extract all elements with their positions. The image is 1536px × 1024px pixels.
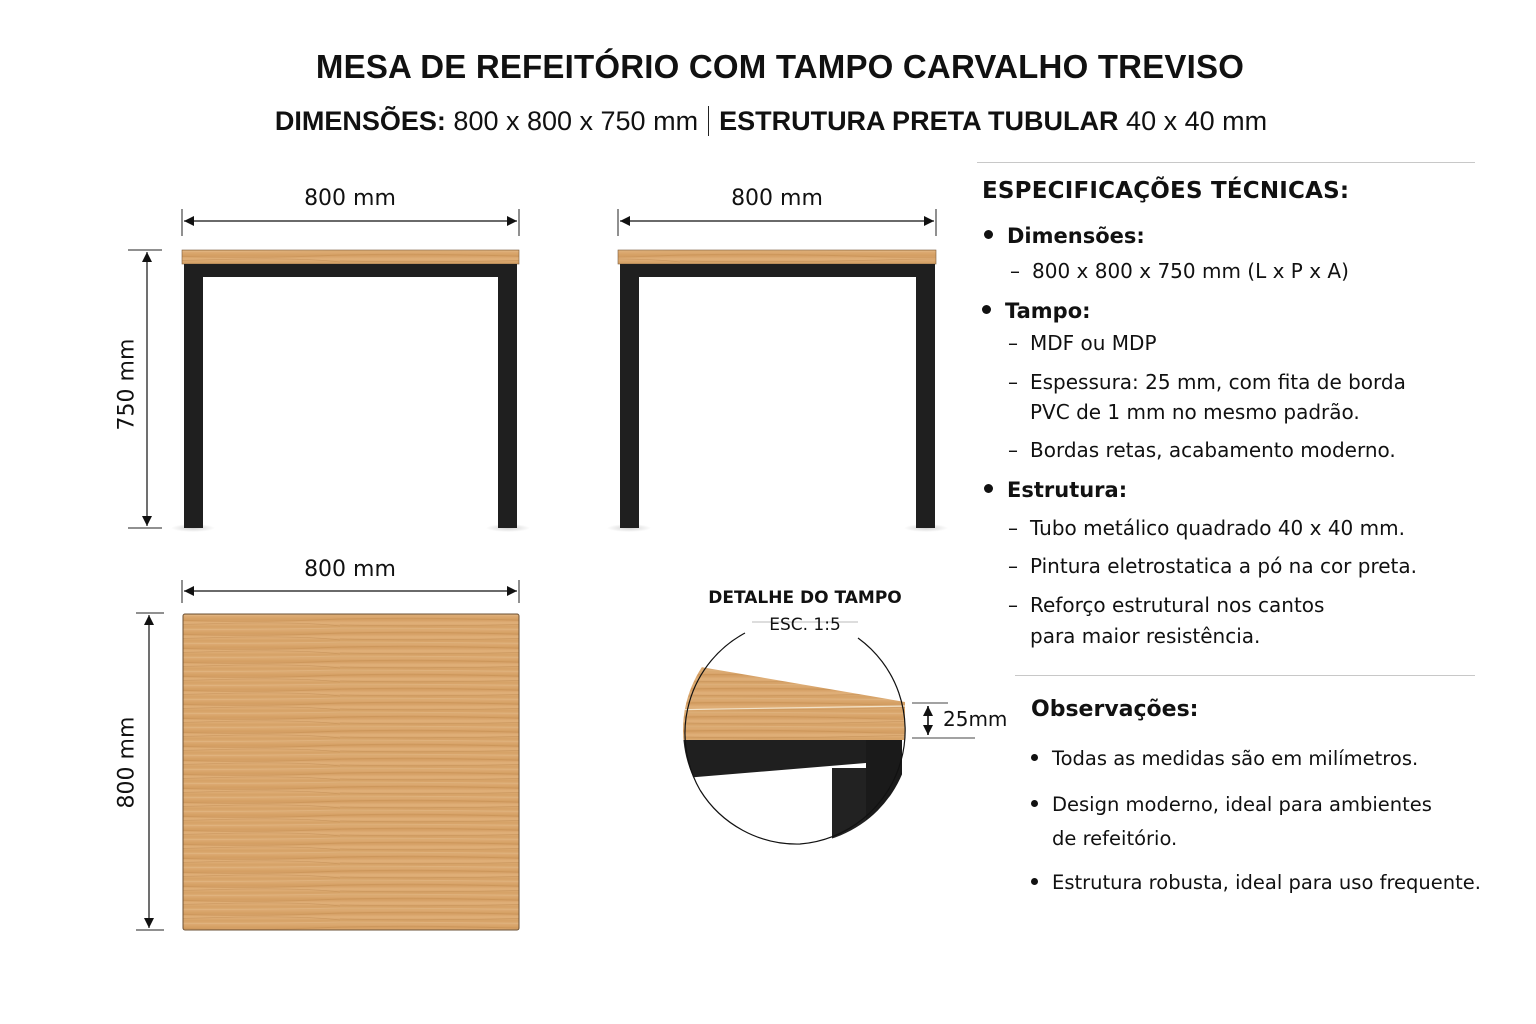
observation-item: Design moderno, ideal para ambientes xyxy=(1031,793,1432,816)
dimensions-value: 800 x 800 x 750 mm xyxy=(445,106,699,136)
front-view xyxy=(128,209,530,532)
page-title: MESA DE REFEITÓRIO COM TAMPO CARVALHO TREVISO xyxy=(315,48,1245,85)
divider-top xyxy=(977,162,1475,163)
bullet-icon xyxy=(984,230,993,239)
divider-observations xyxy=(1015,675,1475,676)
bullet-icon xyxy=(984,484,993,493)
detail-title: DETALHE DO TAMPO xyxy=(708,588,902,608)
spec-group-estrutura: Estrutura: xyxy=(984,478,1127,502)
structure-value: 40 x 40 mm xyxy=(1118,106,1268,136)
front-width-label: 800 mm xyxy=(304,186,396,211)
dimensions-label: DIMENSÕES: xyxy=(274,106,446,136)
observation-item: Estrutura robusta, ideal para uso frequente. xyxy=(1031,871,1481,894)
bullet-icon xyxy=(1031,878,1038,885)
structure-label: ESTRUTURA PRETA TUBULAR xyxy=(719,106,1119,136)
spec-line-continued: PVC de 1 mm no mesmo padrão. xyxy=(1030,400,1360,424)
side-width-label: 800 mm xyxy=(731,186,823,211)
bullet-icon xyxy=(982,305,991,314)
spec-line: – MDF ou MDP xyxy=(1008,331,1157,355)
technical-specs xyxy=(982,178,1522,204)
side-view xyxy=(607,209,948,532)
tabletop-detail xyxy=(660,622,975,868)
specs-heading: ESPECIFICAÇÕES TÉCNICAS: xyxy=(982,178,1350,204)
bullet-icon xyxy=(1031,800,1038,807)
spec-line: – Pintura eletrostatica a pó na cor preta. xyxy=(1008,554,1418,578)
bullet-icon xyxy=(1031,754,1038,761)
spec-line: – Bordas retas, acabamento moderno. xyxy=(1008,438,1396,462)
spec-group-tampo: Tampo: xyxy=(982,299,1091,323)
spec-line: – Reforço estrutural nos cantos xyxy=(1008,593,1325,617)
detail-scale: ESC. 1:5 xyxy=(769,615,841,635)
spec-line: – Tubo metálico quadrado 40 x 40 mm. xyxy=(1008,516,1405,540)
spec-group-dimensions: Dimensões: xyxy=(984,224,1145,248)
front-height-label: 750 mm xyxy=(114,338,140,431)
observations-heading: Observações: xyxy=(1031,697,1199,722)
observation-item-continued: de refeitório. xyxy=(1052,827,1178,850)
spec-line-continued: para maior resistência. xyxy=(1030,624,1261,648)
top-view xyxy=(136,580,519,930)
spec-line: – Espessura: 25 mm, com fita de borda xyxy=(1008,370,1406,394)
top-depth-label: 800 mm xyxy=(114,716,140,809)
top-width-label: 800 mm xyxy=(304,557,396,582)
observation-item: Todas as medidas são em milímetros. xyxy=(1031,747,1418,770)
spec-line: – 800 x 800 x 750 mm (L x P x A) xyxy=(1010,259,1349,283)
thickness-label: 25mm xyxy=(943,707,1008,731)
